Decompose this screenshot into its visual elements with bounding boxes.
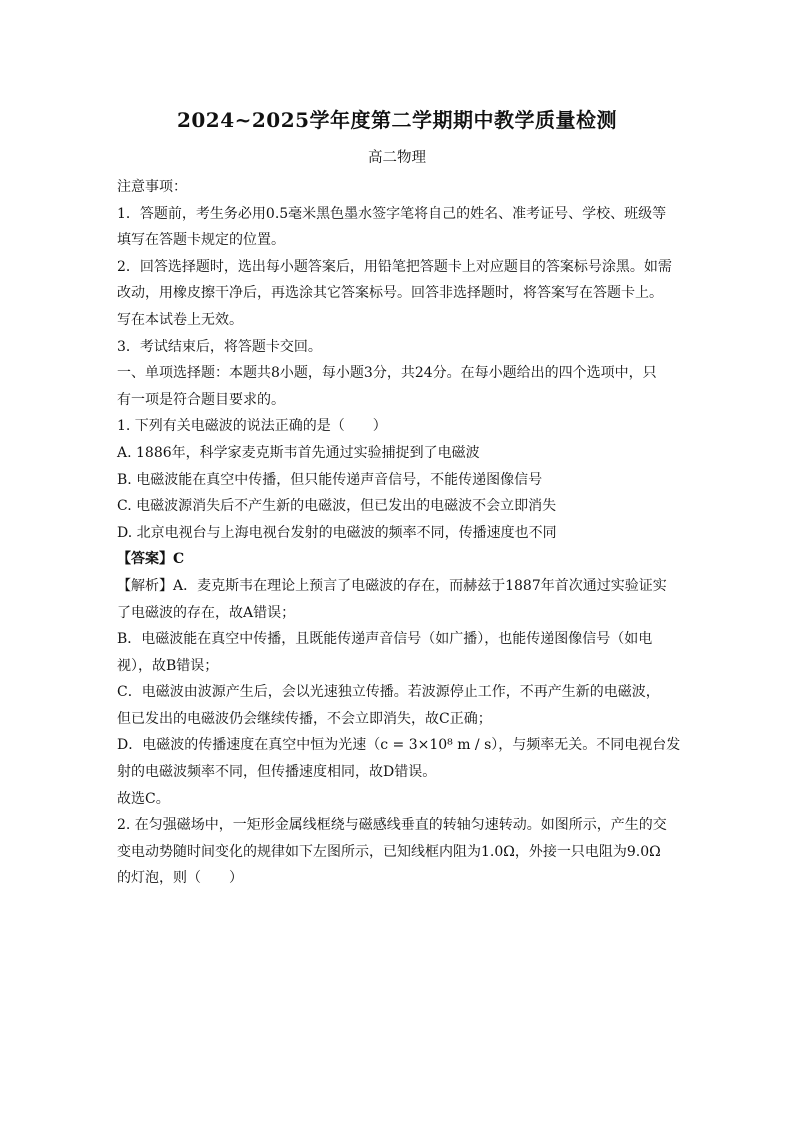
section-heading-cont: 有一项是符合题目要求的。 xyxy=(117,391,285,408)
notice-item-2: 2．回答选择题时，选出每小题答案后，用铅笔把答题卡上对应题目的答案标号涂黑。如需 xyxy=(117,258,672,275)
notice-item-2-cont: 改动，用橡皮擦干净后，再选涂其它答案标号。回答非选择题时，将答案写在答题卡上。 xyxy=(117,285,663,302)
analysis-b-cont: 视），故B错误； xyxy=(117,657,219,674)
document-body xyxy=(117,174,683,892)
question-1-option-d: D. 北京电视台与上海电视台发射的电磁波的频率不同，传播速度也不同 xyxy=(117,524,557,541)
notice-item-3: 3．考试结束后，将答题卡交回。 xyxy=(117,338,322,355)
question-2-stem-cont2: 的灯泡，则（ ） xyxy=(117,870,243,887)
question-2-stem-cont: 变电动势随时间变化的规律如下左图所示，已知线框内阻为1.0Ω，外接一只电阻为9.0Ω xyxy=(117,843,661,860)
analysis-c: C．电磁波由波源产生后，会以光速独立传播。若波源停止工作，不再产生新的电磁波， xyxy=(117,684,660,701)
question-1-option-c: C. 电磁波源消失后不产生新的电磁波，但已发出的电磁波不会立即消失 xyxy=(117,498,557,515)
analysis-conclusion: 故选C。 xyxy=(117,790,170,807)
analysis-c-cont: 但已发出的电磁波仍会继续传播，不会立即消失，故C正确； xyxy=(117,710,492,727)
notice-heading: 注意事项： xyxy=(117,179,187,195)
page-title: 2024~2025学年度第二学期期中教学质量检测 xyxy=(176,108,618,132)
notice-item-1: 1．答题前，考生务必用0.5毫米黑色墨水签字笔将自己的姓名、准考证号、学校、班级等 xyxy=(117,205,667,222)
analysis-a: 【解析】A．麦克斯韦在理论上预言了电磁波的存在，而赫兹于1887年首次通过实验证实 xyxy=(117,577,667,594)
question-1-answer: 【答案】C xyxy=(117,551,185,568)
question-1-stem: 1. 下列有关电磁波的说法正确的是（ ） xyxy=(117,418,387,435)
question-1-option-b: B. 电磁波能在真空中传播，但只能传递声音信号，不能传递图像信号 xyxy=(117,471,543,488)
section-heading: 一、单项选择题：本题共8小题，每小题3分，共24分。在每小题给出的四个选项中，只 xyxy=(117,365,657,382)
question-1-option-a: A. 1886年，科学家麦克斯韦首先通过实验捕捉到了电磁波 xyxy=(117,444,480,461)
notice-item-1-cont: 填写在答题卡规定的位置。 xyxy=(117,232,285,249)
analysis-d: D．电磁波的传播速度在真空中恒为光速（c = 3×10⁸ m / s），与频率无关。不同电视台发 xyxy=(117,737,681,754)
question-2-stem: 2. 在匀强磁场中，一矩形金属线框绕与磁感线垂直的转轴匀速转动。如图所示，产生的交 xyxy=(117,817,667,834)
analysis-d-cont: 射的电磁波频率不同，但传播速度相同，故D错误。 xyxy=(117,764,437,781)
page-subtitle: 高二物理 xyxy=(368,150,426,166)
analysis-b: B．电磁波能在真空中传播，且既能传递声音信号（如广播），也能传递图像信号（如电 xyxy=(117,631,653,648)
notice-item-2-cont2: 写在本试卷上无效。 xyxy=(117,311,243,328)
analysis-a-cont: 了电磁波的存在，故A错误； xyxy=(117,604,296,621)
